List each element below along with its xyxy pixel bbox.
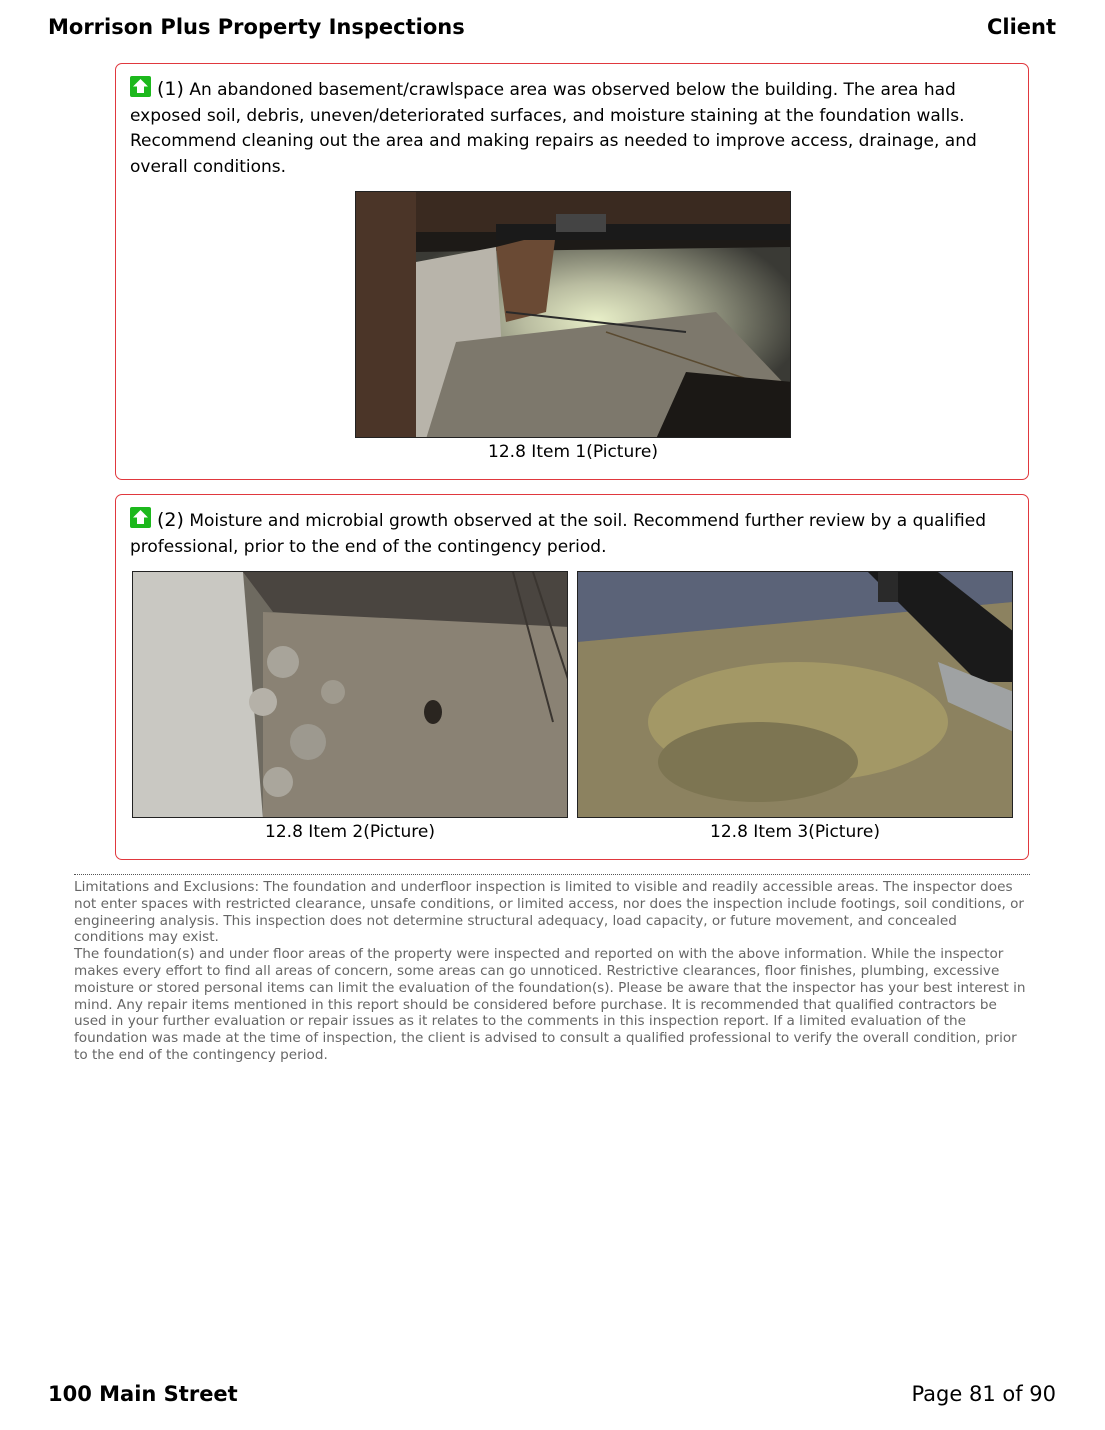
limitations-paragraph: Limitations and Exclusions: The foundation and underfloor inspection is limited to visible and readily accessible areas. The inspector does not enter spaces with restricted clearance, unsafe conditions, or limited access, nor does the inspection include footings, soil conditions, or engineering analysis. This inspection does not determine structural adequacy, load capacity, or future movement, and concealed conditions may exist. [74, 879, 1025, 946]
item-description: Moisture and microbial growth observed at the soil. Recommend further review by a qualified professional, prior to the end of the contingency period. [130, 511, 986, 557]
company-name: Morrison Plus Property Inspections [48, 15, 465, 39]
limitations-paragraph: The foundation(s) and under floor areas of the property were inspected and reported on with the above information. While the inspector makes every effort to find all areas of concern, some areas can go unnoticed. Restrictive clearances, floor finishes, plumbing, excessive moisture or stored personal items can limit the evaluation of the foundation(s). Please be aware that the inspector has your best interest in mind. Any repair items mentioned in this report should be considered before purchase. It is recommended that qualified contractors be used in your further evaluation or repair issues as it relates to the comments in this inspection report. If a limited evaluation of the foundation was made at the time of inspection, the client is advised to consult a qualified professional to verify the overall condition, prior to the end of the contingency period. [74, 946, 1026, 1063]
comment-box-2 [115, 494, 1029, 860]
inspection-photo[interactable] [132, 571, 568, 818]
item-number: (1) [157, 78, 184, 100]
inspection-photo[interactable] [577, 571, 1013, 818]
limitations-text [74, 879, 1030, 1064]
client-label: Client [986, 15, 1056, 39]
item-number: (2) [157, 509, 184, 531]
page-footer [48, 1378, 1056, 1410]
item-description: An abandoned basement/crawlspace area was observed below the building. The area had exposed soil, debris, uneven/deteriorated surfaces, and moisture staining at the foundation walls. Recommend cleaning out the area and making repairs as needed to improve access, drainage, and overall conditions. [130, 80, 977, 177]
property-address: 100 Main Street [48, 1382, 238, 1406]
comment-text-1 [130, 76, 1012, 180]
page-header [48, 12, 1056, 42]
comment-box-1 [115, 63, 1029, 480]
page-number: Page 81 of 90 [911, 1382, 1056, 1406]
home-icon [130, 76, 151, 97]
comment-text-2 [130, 507, 1012, 560]
inspection-photo[interactable] [355, 191, 791, 438]
photo-caption: 12.8 Item 2(Picture) [265, 822, 435, 842]
section-divider [74, 874, 1030, 875]
photo-caption: 12.8 Item 1(Picture) [488, 442, 658, 462]
home-icon [130, 507, 151, 528]
photo-caption: 12.8 Item 3(Picture) [710, 822, 880, 842]
